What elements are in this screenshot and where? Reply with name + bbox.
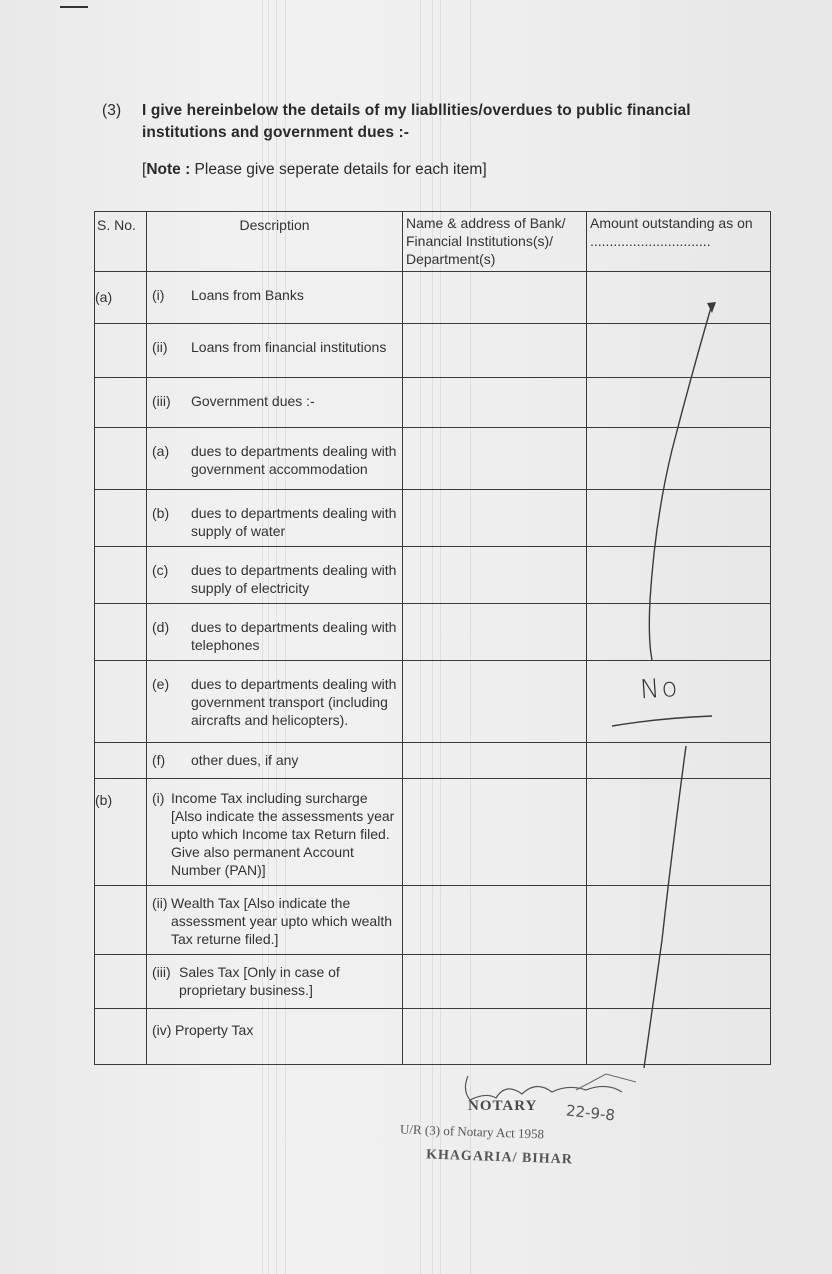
row-label: Loans from Banks [191,287,304,303]
row-bank-cell [403,490,587,547]
row-mark: (ii) [152,895,168,911]
table-row [95,272,771,324]
row-bank-cell [403,779,587,886]
table-row [95,490,771,547]
row-mark: (iii) [152,964,171,980]
row-amount-cell [587,779,771,886]
row-amount-cell [587,428,771,490]
row-bank-cell [403,272,587,324]
row-amount-cell [587,272,771,324]
row-label: dues to departments dealing with government transport (including aircrafts and helicopters). [191,676,397,728]
row-mark: (b) [152,505,170,521]
table-row [95,886,771,955]
table-row [95,779,771,886]
row-bank-cell [403,324,587,378]
row-bank-cell [403,428,587,490]
row-amount-cell [587,955,771,1009]
row-label: dues to departments dealing with telephones [191,619,397,653]
row-sno [95,490,147,547]
row-bank-cell [403,886,587,955]
table-row [95,378,771,428]
corner-mark [60,6,88,8]
row-mark: (iv) [152,1022,172,1038]
row-mark: (iii) [152,393,171,409]
row-label: dues to departments dealing with supply of electricity [191,562,397,596]
row-sno [95,547,147,604]
row-mark: (i) [152,287,165,303]
row-description [147,604,403,661]
row-sno [95,955,147,1009]
row-description [147,1009,403,1065]
row-description [147,378,403,428]
table-row [95,604,771,661]
row-amount-cell [587,490,771,547]
table-row [95,324,771,378]
row-description [147,490,403,547]
row-label: Property Tax [175,1022,254,1038]
row-label: Wealth Tax [Also indicate the assessment year upto which wealth Tax returne filed.] [171,895,392,947]
row-amount-cell [587,378,771,428]
stamp-place: KHAGARIA/ BIHAR [425,1147,574,1168]
liabilities-table [94,211,771,1065]
handwritten-answer: No [639,672,681,706]
row-label: Sales Tax [Only in case of proprietary business.] [179,964,340,998]
row-description [147,955,403,1009]
row-sno [95,661,147,743]
header-description: Description [147,212,403,272]
header-bank: Name & address of Bank/ Financial Institutions(s)/ Department(s) [403,212,587,272]
row-label: other dues, if any [191,752,299,768]
header-sno: S. No. [95,212,147,272]
row-description [147,886,403,955]
row-label: Government dues :- [191,393,315,409]
row-bank-cell [403,955,587,1009]
table-row [95,547,771,604]
row-amount-cell [587,886,771,955]
row-amount-cell [587,604,771,661]
row-mark: (d) [152,619,170,635]
note-line: [Note : Please give seperate details for each item] [142,161,487,178]
row-sno [95,604,147,661]
table-row [95,428,771,490]
table-row [95,955,771,1009]
row-sno [95,324,147,378]
row-label: Loans from financial institutions [191,339,387,355]
stamp-date: 22-9-8 [565,1101,616,1125]
row-description [147,547,403,604]
row-description [147,779,403,886]
row-bank-cell [403,378,587,428]
row-amount-cell [587,324,771,378]
table-row [95,743,771,779]
row-mark: (c) [152,562,169,578]
row-mark: (f) [152,752,166,768]
row-mark: (ii) [152,339,168,355]
row-bank-cell [403,1009,587,1065]
stamp-title: NOTARY [468,1098,538,1114]
row-label: dues to departments dealing with government accommodation [191,443,397,477]
notary-stamp [396,1070,656,1180]
table-header-row [95,212,771,272]
row-sno [95,886,147,955]
row-sno: (a) [95,272,147,324]
row-sno: (b) [95,779,147,886]
header-amount: Amount outstanding as on ............................... [587,212,771,272]
row-label: dues to departments dealing with supply of water [191,505,397,539]
row-description [147,272,403,324]
row-description [147,661,403,743]
row-description [147,324,403,378]
row-amount-cell [587,547,771,604]
row-mark: (a) [152,443,170,459]
row-sno [95,428,147,490]
row-sno [95,1009,147,1065]
row-mark: (i) [152,790,165,806]
row-bank-cell [403,547,587,604]
row-sno [95,378,147,428]
row-amount-cell [587,743,771,779]
row-amount-cell [587,1009,771,1065]
note-label: Note : [146,161,191,178]
table-row [95,1009,771,1065]
note-text: Please give seperate details for each item [194,161,483,178]
row-bank-cell [403,743,587,779]
section-number: (3) [102,102,122,119]
row-label: Income Tax including surcharge [Also indicate the assessments year upto which Income tax Return filed. Give also permanent Account Number (PAN)] [171,790,395,878]
section-heading-text: I give hereinbelow the details of my liabllities/overdues to public financial institutions and government dues :- [142,102,691,141]
row-description [147,428,403,490]
row-description [147,743,403,779]
row-bank-cell [403,604,587,661]
stamp-act: U/R (3) of Notary Act 1958 [399,1121,545,1142]
row-sno [95,743,147,779]
row-bank-cell [403,661,587,743]
row-mark: (e) [152,676,170,692]
